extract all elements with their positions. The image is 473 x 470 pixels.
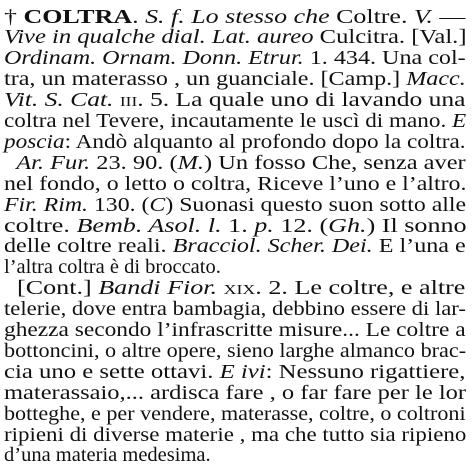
- entry-text: ) Suonasi questo suon sotto alle: [165, 193, 467, 216]
- entry-text: iii: [119, 89, 138, 112]
- entry-text: 1.: [221, 214, 255, 237]
- entry-text: coltra nel Tevere, incautamente le uscì di mano.: [4, 110, 453, 132]
- citation-text: E: [452, 110, 467, 132]
- entry-text: ripieni di diverse materie , ma che tutto sia ripieno: [4, 423, 467, 446]
- entry-text: ) Il sonno: [366, 214, 467, 237]
- entry-text: . 2. Le coltre, e altre: [255, 277, 466, 300]
- entry-text: xix: [223, 277, 256, 300]
- entry-text: d’una materia medesima.: [4, 444, 211, 467]
- entry-text: delle coltre reali.: [4, 235, 173, 258]
- citation-text: Macc.: [406, 68, 466, 91]
- entry-text: bottoncini, o altre opere, sieno larghe almanco brac-: [4, 339, 467, 362]
- entry-text: E l’una e: [372, 235, 466, 258]
- citation-text: Bandi Fior.: [98, 277, 218, 300]
- entry-text: materassaio,... ardisca fare , o far fare per le lor: [4, 381, 467, 404]
- entry-text: : Andò alquanto al profondo dopo la coltra.: [64, 130, 466, 153]
- citation-text: C: [149, 193, 166, 216]
- citation-text: Vive in qualche dial. Lat. aureo: [4, 26, 314, 49]
- citation-text: Ordinam. Ornam. Donn. Etrur.: [4, 47, 304, 70]
- entry-text: †: [4, 5, 24, 28]
- citation-text: Fir. Rim.: [4, 193, 88, 216]
- entry-text-line: [4, 442, 211, 468]
- citation-text: Vit. S. Cat.: [4, 89, 114, 112]
- citation-text: Bemb. Asol. l.: [76, 214, 222, 237]
- citation-text: poscia: [4, 130, 65, 153]
- citation-text: p.: [254, 214, 274, 237]
- citation-text: E ivi: [219, 360, 266, 383]
- entry-text: botteghe, e per vendere, materasse, coltre, o coltroni: [4, 402, 466, 425]
- entry-text: tra, un materasso , un guanciale. [Camp.]: [4, 68, 407, 91]
- entry-text: [Cont.]: [4, 277, 99, 300]
- entry-text: Coltre.: [329, 5, 414, 28]
- entry-text: .: [132, 5, 146, 28]
- entry-text: 23. 90. (: [90, 151, 178, 174]
- entry-text: 12. (: [273, 214, 329, 237]
- entry-text: l’altra coltra è di broccato.: [4, 256, 221, 279]
- entry-text: 1. 434. Una col-: [303, 47, 466, 70]
- entry-text: Culcitra. [Val.]: [313, 26, 467, 49]
- citation-text: S. f. Lo stesso che: [145, 5, 330, 28]
- entry-text: : Nessuno rigattiere,: [265, 360, 466, 383]
- citation-text: V.: [413, 5, 433, 28]
- entry-text: telerie, dove entra bambagia, debbino essere di lar-: [4, 298, 466, 321]
- entry-text: coltre.: [4, 214, 77, 237]
- citation-text: Bracciol. Scher. Dei.: [172, 235, 373, 258]
- headword: COLTRA: [23, 5, 133, 28]
- citation-text: M.: [177, 151, 205, 174]
- entry-text: ) Un fosso Che, senza aver: [204, 151, 466, 174]
- entry-text: —: [432, 5, 466, 28]
- entry-text: cia uno e sette ottavi.: [4, 360, 220, 383]
- entry-text: nel fondo, o letto o coltra, Riceve l’uno e l’altro.: [4, 172, 467, 195]
- entry-text: 130. (: [87, 193, 150, 216]
- entry-text: . 5. La quale uno di lavando una: [137, 89, 466, 112]
- citation-text: Ar. Fur.: [16, 151, 91, 174]
- citation-text: Gh.: [328, 214, 367, 237]
- entry-text: ghezza secondo l’infrascritte misure... Le coltre a: [4, 319, 466, 341]
